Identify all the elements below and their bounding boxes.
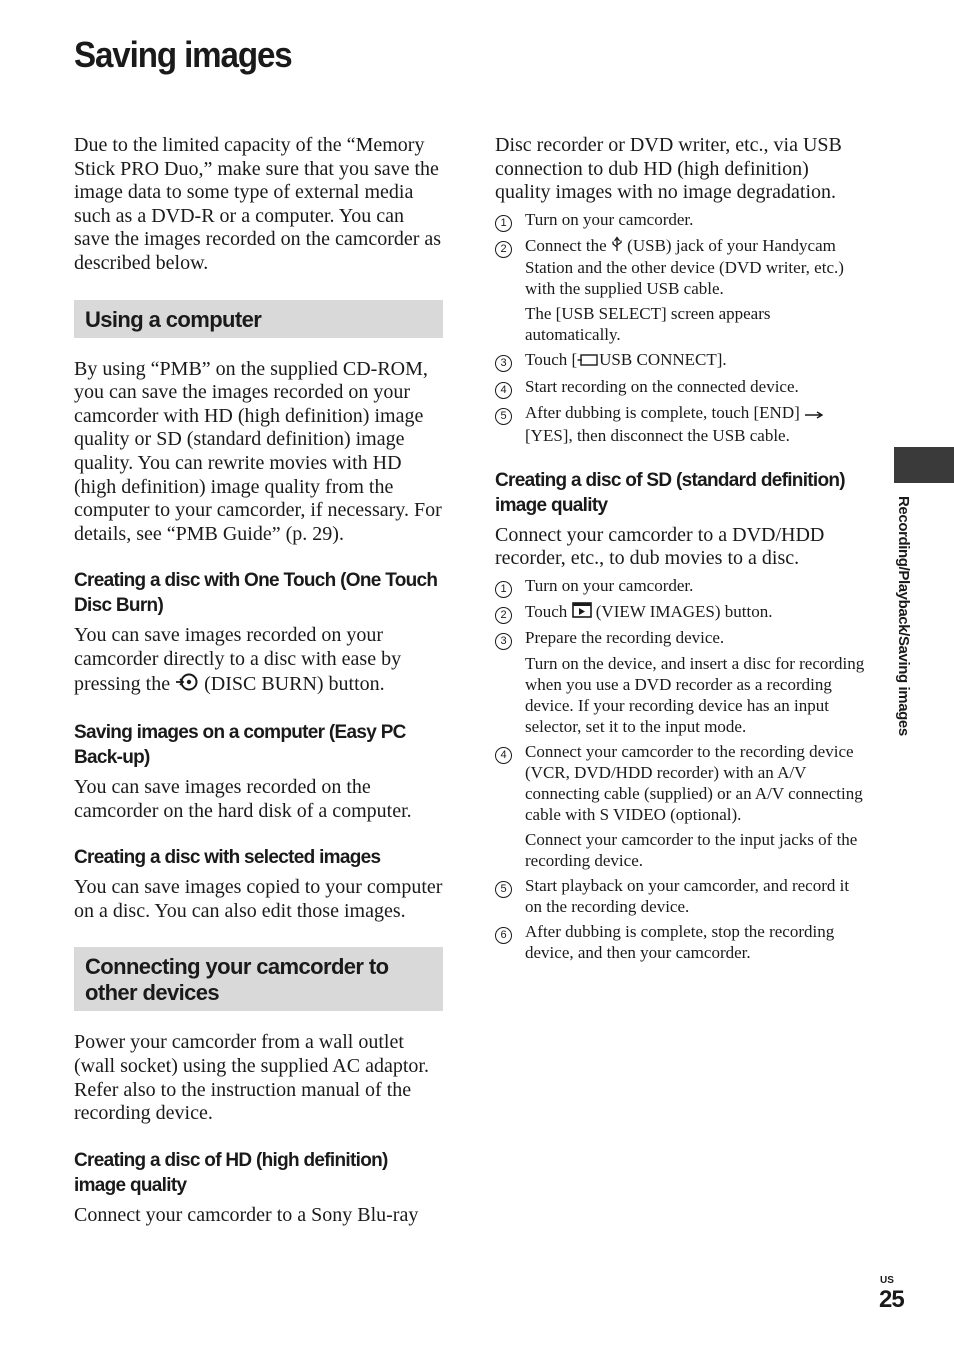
selected-images-paragraph: You can save images copied to your computer on a disc. You can also edit those images.	[74, 876, 443, 922]
hd-disc-paragraph: Connect your camcorder to a Sony Blu-ray	[74, 1203, 419, 1226]
step-text-pre: Connect the	[525, 235, 607, 255]
sd-disc-paragraph: Connect your camcorder to a DVD/HDD recorder, etc., to dub movies to a disc.	[495, 523, 825, 570]
step-text: After dubbing is complete, stop the recording device, and then your camcorder.	[525, 922, 835, 963]
step-text: Connect your camcorder to the recording device (VCR, DVD/HDD recorder) with an A/V connecting cable (supplied) or an A/V connecting cable with S VIDEO (optional).	[525, 742, 863, 825]
sd-steps-list	[495, 575, 867, 964]
left-column	[74, 134, 443, 1227]
step-text	[525, 235, 867, 300]
list-item	[495, 741, 867, 825]
subheading-sd-disc: Creating a disc of SD (standard definition) image quality	[495, 469, 845, 516]
step-number: 5	[495, 408, 512, 425]
step-number: 4	[495, 747, 512, 764]
list-item	[495, 209, 867, 231]
step-number: 2	[495, 241, 512, 258]
step-note: Connect your camcorder to the input jacks of the recording device.	[525, 830, 858, 871]
step-text-post: (VIEW IMAGES) button.	[595, 601, 773, 621]
step-text: Start playback on your camcorder, and record it on the recording device.	[525, 876, 850, 917]
step-text: Turn on your camcorder.	[525, 575, 694, 595]
step-text-post: USB CONNECT].	[599, 350, 727, 370]
page-number: 25	[879, 1286, 904, 1313]
view-images-icon	[572, 602, 592, 623]
intro-paragraph: Due to the limited capacity of the “Memory Stick PRO Duo,” make sure that you save the image data to some type of external media such as a DVD-R or a computer. You can save the images recorded on the camcorder as described below.	[74, 134, 442, 274]
step-text-pre: Touch [	[525, 350, 578, 370]
one-touch-text-end: (DISC BURN) button.	[204, 672, 385, 695]
step-number: 3	[495, 355, 512, 372]
page-title: Saving images	[74, 34, 292, 75]
step-text-post: (USB) jack of your Handycam Station and the other device (DVD writer, etc.) with the supplied USB cable.	[525, 235, 844, 299]
step-text-pre: After dubbing is complete, touch [END]	[525, 402, 800, 422]
list-item	[495, 601, 867, 624]
step-text: Start recording on the connected device.	[525, 376, 799, 396]
list-item	[495, 376, 867, 398]
step-number: 4	[495, 382, 512, 399]
chapter-tab-marker	[894, 447, 954, 483]
right-column	[495, 134, 867, 967]
step-text	[525, 349, 867, 372]
step-text: Prepare the recording device.	[525, 628, 725, 648]
step-text-pre: Touch	[525, 601, 568, 621]
usb-icon	[611, 236, 623, 257]
step-note: The [USB SELECT] screen appears automatically.	[525, 304, 771, 345]
step-text	[525, 601, 867, 624]
section-heading-using-computer: Using a computer	[74, 300, 443, 338]
disc-burn-icon	[175, 672, 199, 699]
hd-steps-list	[495, 209, 867, 446]
section-heading-connecting: Connecting your camcorder to other devices	[74, 947, 443, 1011]
arrow-right-icon	[804, 404, 824, 425]
step-number: 6	[495, 927, 512, 944]
subheading-selected-images: Creating a disc with selected images	[74, 847, 381, 869]
easy-pc-backup-paragraph: You can save images recorded on the camcorder on the hard disk of a computer.	[74, 776, 412, 822]
step-number: 2	[495, 607, 512, 624]
usb-connect-icon	[577, 351, 599, 372]
subheading-easy-pc-backup: Saving images on a computer (Easy PC Back-up)	[74, 722, 406, 769]
step-note: Turn on the device, and insert a disc for recording when you use a DVD recorder as a recording device. If your recording device has an input selector, set it to the input mode.	[525, 654, 865, 737]
list-item	[495, 575, 867, 597]
connecting-paragraph-2: Refer also to the instruction manual of the recording device.	[74, 1078, 412, 1125]
step-text-post: [YES], then disconnect the USB cable.	[525, 425, 790, 445]
one-touch-paragraph	[74, 624, 443, 698]
chapter-side-label: Recording/Playback/Saving images	[895, 496, 912, 736]
using-computer-paragraph: By using “PMB” on the supplied CD-ROM, you can save the images recorded on your camcorder with HD (high definition) image quality or SD (standard definition) image quality. You can rewrite movies with HD (high definition) image quality from the computer to your camcorder, if necessary. For details, see “PMB Guide” (p. 29).	[74, 357, 442, 545]
hd-disc-paragraph-continued: Disc recorder or DVD writer, etc., via USB connection to dub HD (high definition) quality images with no image degradation.	[495, 134, 842, 204]
page-region-label: US	[880, 1275, 894, 1286]
list-item	[495, 235, 867, 300]
step-number: 1	[495, 581, 512, 598]
list-item	[495, 921, 867, 963]
one-touch-text: You can save images recorded on your camcorder directly to a disc with ease by pressing the	[74, 624, 402, 695]
list-item	[495, 349, 867, 372]
step-number: 3	[495, 633, 512, 650]
connecting-paragraph-1: Power your camcorder from a wall outlet (wall socket) using the supplied AC adaptor.	[74, 1031, 429, 1078]
step-number: 1	[495, 215, 512, 232]
list-item	[495, 875, 867, 917]
step-number: 5	[495, 881, 512, 898]
list-item	[495, 402, 867, 446]
subheading-one-touch-disc-burn: Creating a disc with One Touch (One Touch Disc Burn)	[74, 570, 438, 617]
step-text: Turn on your camcorder.	[525, 209, 694, 229]
subheading-hd-disc: Creating a disc of HD (high definition) image quality	[74, 1149, 388, 1196]
step-text	[525, 402, 867, 446]
list-item	[495, 627, 867, 649]
